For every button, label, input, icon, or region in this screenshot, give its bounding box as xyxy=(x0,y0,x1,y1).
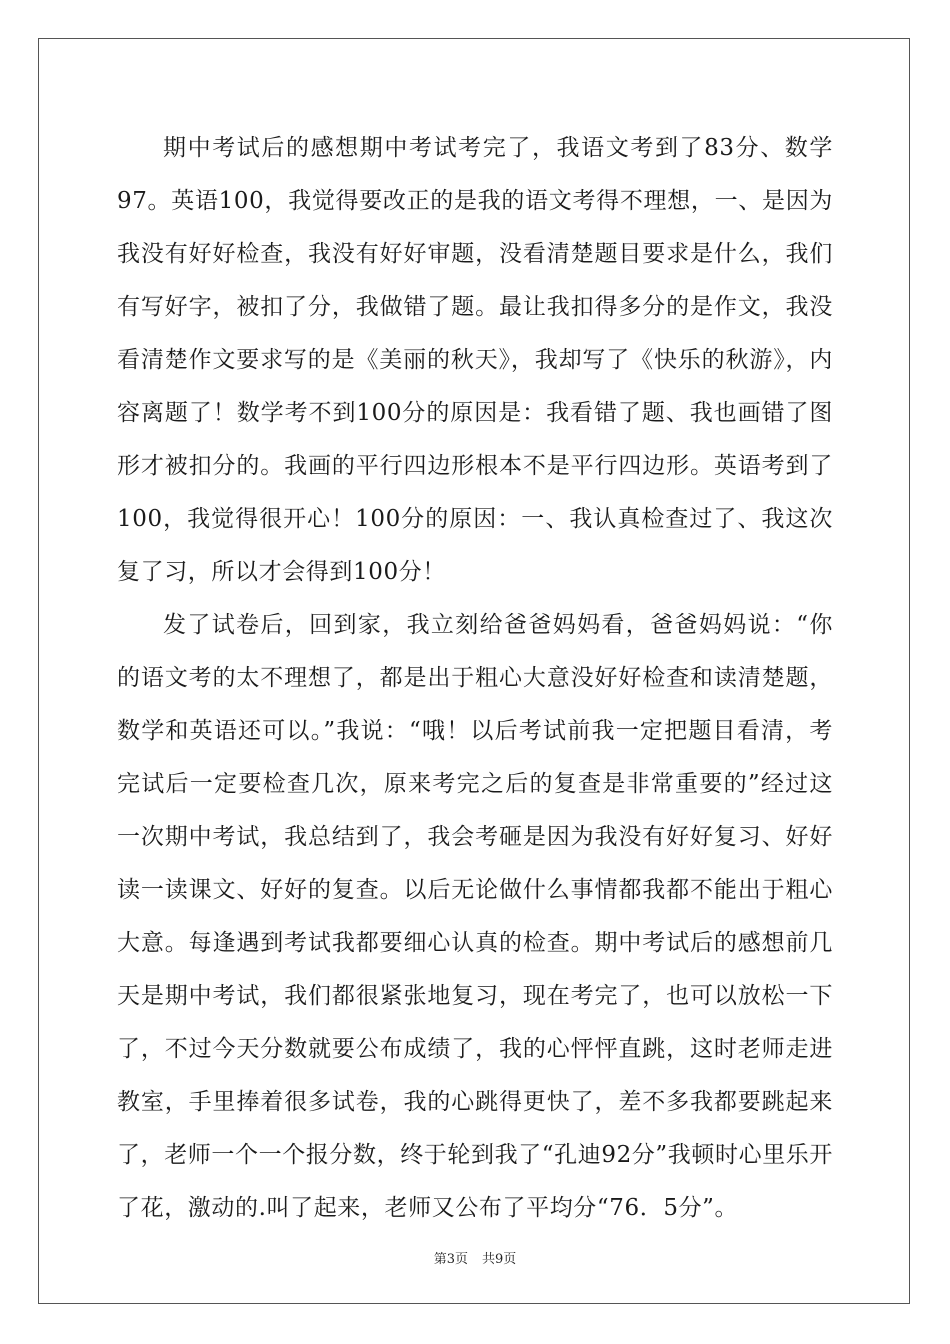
paragraph-1: 期中考试后的感想期中考试考完了，我语文考到了83分、数学97。英语100，我觉得要改正的是我的语文考得不理想，一、是因为我没有好好检查，我没有好好审题，没看清楚题目要求是什么，我们有写好字，被扣了分，我做错了题。最让我扣得多分的是作文，我没看清楚作文要求写的是《美丽的秋天》，我却写了《快乐的秋游》，内容离题了！数学考不到100分的原因是：我看错了题、我也画错了图形才被扣分的。我画的平行四边形根本不是平行四边形。英语考到了100，我觉得很开心！100分的原因：一、我认真检查过了、我这次复了习，所以才会得到100分！ xyxy=(117,135,833,585)
page-footer xyxy=(0,1248,950,1267)
page-number-current: 第3页 xyxy=(433,1252,468,1267)
paragraph-2: 发了试卷后，回到家，我立刻给爸爸妈妈看，爸爸妈妈说：“你的语文考的太不理想了，都是出于粗心大意没好好检查和读清楚题，数学和英语还可以。”我说：“哦！以后考试前我一定把题目看清，考完试后一定要检查几次，原来考完之后的复查是非常重要的”经过这一次期中考试，我总结到了，我会考砸是因为我没有好好复习、好好读一读课文、好好的复查。以后无论做什么事情都我都不能出于粗心大意。每逢遇到考试我都要细心认真的检查。期中考试后的感想前几天是期中考试，我们都很紧张地复习，现在考完了，也可以放松一下了，不过今天分数就要公布成绩了，我的心怦怦直跳，这时老师走进教室，手里捧着很多试卷，我的心跳得更快了，差不多我都要跳起来了，老师一个一个报分数，终于轮到我了“孔迪92分”我顿时心里乐开了花，激动的.叫了起来，老师又公布了平均分“76．5分”。 xyxy=(117,612,833,1221)
document-body xyxy=(117,122,833,1235)
page-number-total: 共9页 xyxy=(482,1252,517,1267)
